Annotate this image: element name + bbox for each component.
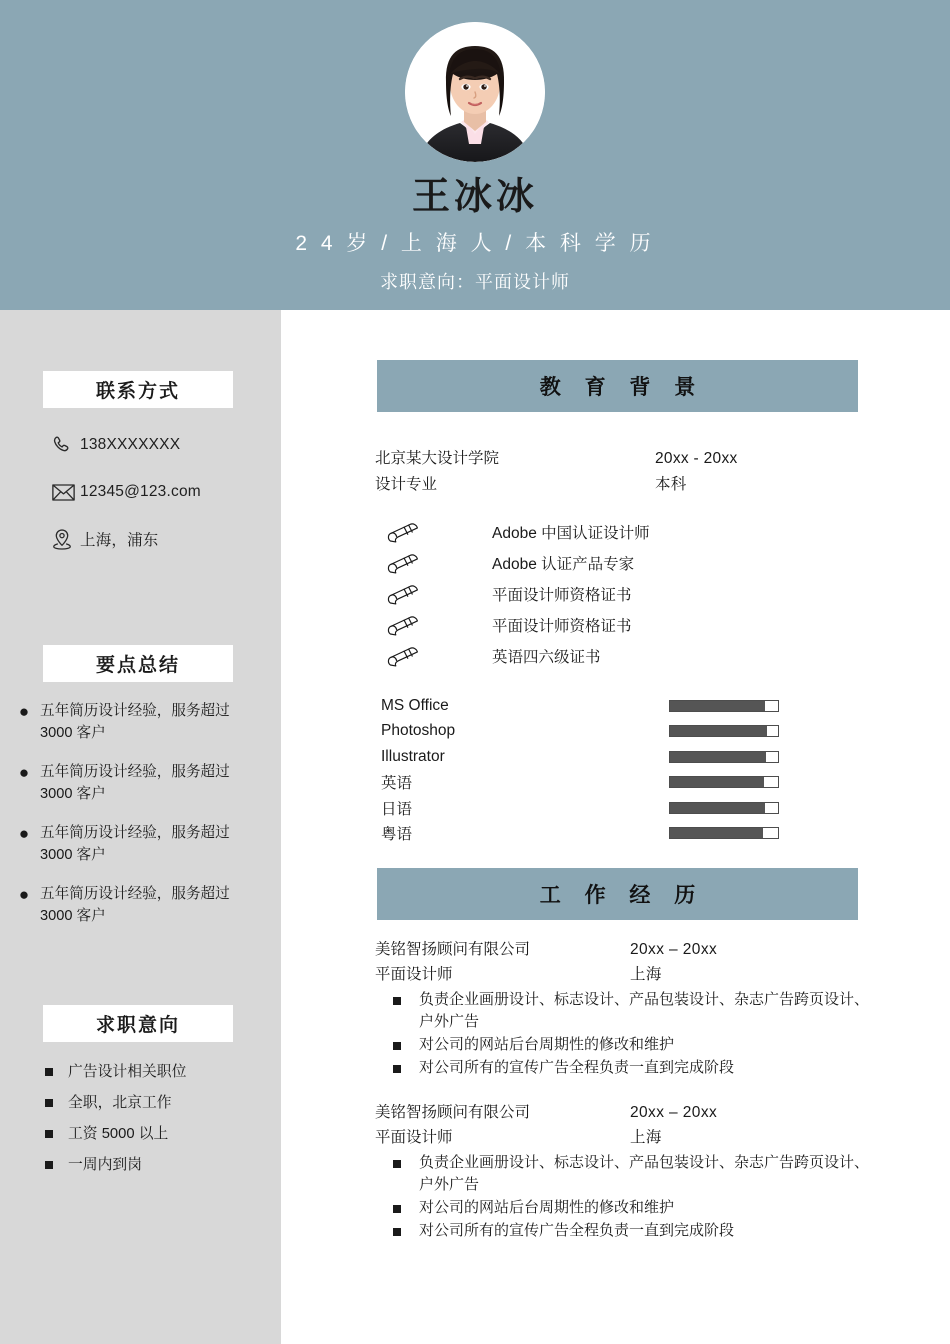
list-item	[375, 1034, 885, 1056]
skill-label: MS Office	[381, 696, 449, 714]
bullet-square-icon	[30, 1155, 68, 1169]
header-objective: 求职意向：平面设计师	[380, 272, 570, 292]
skill-bar-fill	[670, 828, 763, 838]
education-row-school	[375, 446, 875, 472]
list-item	[30, 1124, 270, 1144]
education-entry	[375, 446, 875, 498]
list-item	[375, 1057, 885, 1079]
avatar	[405, 22, 545, 162]
list-item	[375, 1220, 885, 1242]
work-company: 美铭智扬顾问有限公司	[375, 1104, 531, 1121]
work-period: 20xx – 20xx	[630, 1104, 718, 1121]
phone-icon	[52, 433, 80, 457]
skill-bar	[669, 725, 779, 737]
skill-bar	[669, 802, 779, 814]
certificate-label: Adobe 中国认证设计师	[492, 524, 650, 542]
work-bullet-text: 对公司所有的宣传广告全程负责一直到完成阶段	[419, 1059, 735, 1076]
skill-bar	[669, 700, 779, 712]
education-school: 北京某大设计学院	[375, 450, 500, 467]
skill-bar-fill	[670, 726, 767, 736]
bullet-dot-icon: ●	[18, 824, 30, 843]
skill-label: Photoshop	[381, 722, 456, 740]
contact-item-email	[52, 475, 267, 509]
intent-text: 广告设计相关职位	[68, 1064, 187, 1080]
work-company: 美铭智扬顾问有限公司	[375, 941, 531, 958]
work-location: 上海	[630, 966, 662, 983]
bullet-square-icon	[30, 1093, 68, 1107]
work-entry-row-company	[375, 1100, 885, 1125]
education-major: 设计专业	[375, 476, 438, 493]
bullet-dot-icon: ●	[18, 702, 30, 721]
diploma-scroll-icon	[377, 519, 492, 545]
work-entry-row-role	[375, 1125, 885, 1150]
summary-text: 五年简历设计经验，服务超过 3000 客户	[40, 825, 230, 863]
list-item	[30, 1093, 270, 1113]
work-period: 20xx – 20xx	[630, 941, 718, 958]
list-item	[375, 1197, 885, 1219]
skill-bar	[669, 776, 779, 788]
contact-list	[52, 428, 267, 569]
skill-bar	[669, 751, 779, 763]
diploma-scroll-icon	[377, 643, 492, 669]
intent-text: 全职，北京工作	[68, 1095, 172, 1111]
skill-bar-fill	[670, 777, 764, 787]
skill-row	[381, 795, 901, 821]
work-role: 平面设计师	[375, 966, 453, 983]
skill-row	[381, 770, 901, 796]
diploma-scroll-icon	[377, 550, 492, 576]
header-subline: 2 4 岁 / 上 海 人 / 本 科 学 历	[295, 232, 655, 255]
list-item	[8, 700, 273, 744]
skill-bar	[669, 827, 779, 839]
contact-value-location: 上海，浦东	[80, 532, 159, 549]
sidebar	[0, 310, 281, 1344]
list-item	[377, 609, 877, 640]
bullet-square-icon	[375, 1057, 419, 1073]
bullet-square-icon	[375, 1197, 419, 1213]
main-column	[281, 310, 950, 1344]
certificate-label: 平面设计师资格证书	[492, 586, 632, 604]
bullet-square-icon	[30, 1062, 68, 1076]
skill-label: 英语	[381, 775, 413, 793]
work-location: 上海	[630, 1129, 662, 1146]
resume-header	[0, 0, 950, 310]
work-bullet-text: 负责企业画册设计、标志设计、产品包装设计、杂志广告跨页设计、户外广告	[419, 1154, 870, 1193]
bullet-square-icon	[30, 1124, 68, 1138]
skill-label: 粤语	[381, 826, 413, 844]
work-bullet-text: 对公司所有的宣传广告全程负责一直到完成阶段	[419, 1222, 735, 1239]
skill-label: Illustrator	[381, 747, 445, 765]
work-bullet-text: 对公司的网站后台周期性的修改和维护	[419, 1036, 675, 1053]
work-entry	[375, 1100, 885, 1243]
certificate-list	[377, 516, 877, 671]
section-header-education: 教 育 背 景	[377, 360, 858, 412]
summary-text: 五年简历设计经验，服务超过 3000 客户	[40, 703, 230, 741]
list-item	[377, 578, 877, 609]
skill-bar-fill	[670, 803, 765, 813]
list-item	[377, 640, 877, 671]
contact-value-phone: 138XXXXXXX	[80, 436, 181, 453]
skill-bar-fill	[670, 701, 765, 711]
bullet-square-icon	[375, 989, 419, 1005]
sidebar-section-title-contact: 联系方式	[43, 371, 233, 408]
section-header-work: 工 作 经 历	[377, 868, 858, 920]
intent-text: 工资 5000 以上	[68, 1126, 169, 1142]
work-bullet-text: 对公司的网站后台周期性的修改和维护	[419, 1199, 675, 1216]
contact-item-location	[52, 522, 267, 556]
sidebar-section-title-summary: 要点总结	[43, 645, 233, 682]
summary-text: 五年简历设计经验，服务超过 3000 客户	[40, 886, 230, 924]
location-pin-icon	[52, 527, 80, 551]
bullet-dot-icon: ●	[18, 763, 30, 782]
list-item	[8, 883, 273, 927]
intent-text: 一周内到岗	[68, 1157, 142, 1173]
education-row-major	[375, 472, 875, 498]
certificate-label: 英语四六级证书	[492, 648, 601, 666]
list-item	[30, 1062, 270, 1082]
list-item	[8, 822, 273, 866]
work-entry-row-role	[375, 962, 885, 987]
bullet-dot-icon: ●	[18, 885, 30, 904]
work-role: 平面设计师	[375, 1129, 453, 1146]
contact-item-phone	[52, 428, 267, 462]
list-item	[377, 547, 877, 578]
education-degree: 本科	[655, 476, 687, 493]
intent-list	[30, 1062, 270, 1186]
bullet-square-icon	[375, 1034, 419, 1050]
contact-value-email: 12345@123.com	[80, 483, 201, 500]
portrait-photo-icon	[405, 22, 545, 162]
work-bullet-text: 负责企业画册设计、标志设计、产品包装设计、杂志广告跨页设计、户外广告	[419, 991, 870, 1030]
work-entry	[375, 937, 885, 1080]
skill-list	[381, 693, 901, 846]
list-item	[8, 761, 273, 805]
certificate-label: 平面设计师资格证书	[492, 617, 632, 635]
diploma-scroll-icon	[377, 612, 492, 638]
summary-text: 五年简历设计经验，服务超过 3000 客户	[40, 764, 230, 802]
bullet-square-icon	[375, 1220, 419, 1236]
skill-row	[381, 744, 901, 770]
work-bullet-list	[375, 1152, 885, 1242]
skill-label: 日语	[381, 800, 413, 818]
work-bullet-list	[375, 989, 885, 1079]
work-entry-row-company	[375, 937, 885, 962]
page-title: 王冰冰	[411, 176, 538, 218]
skill-row	[381, 693, 901, 719]
skill-bar-fill	[670, 752, 766, 762]
skill-row	[381, 719, 901, 745]
education-period: 20xx - 20xx	[655, 450, 738, 467]
list-item	[377, 516, 877, 547]
list-item	[375, 989, 885, 1033]
bullet-square-icon	[375, 1152, 419, 1168]
sidebar-section-title-intent: 求职意向	[43, 1005, 233, 1042]
list-item	[375, 1152, 885, 1196]
certificate-label: Adobe 认证产品专家	[492, 555, 635, 573]
list-item	[30, 1155, 270, 1175]
diploma-scroll-icon	[377, 581, 492, 607]
skill-row	[381, 821, 901, 847]
summary-list	[8, 700, 273, 944]
envelope-icon	[52, 480, 80, 504]
